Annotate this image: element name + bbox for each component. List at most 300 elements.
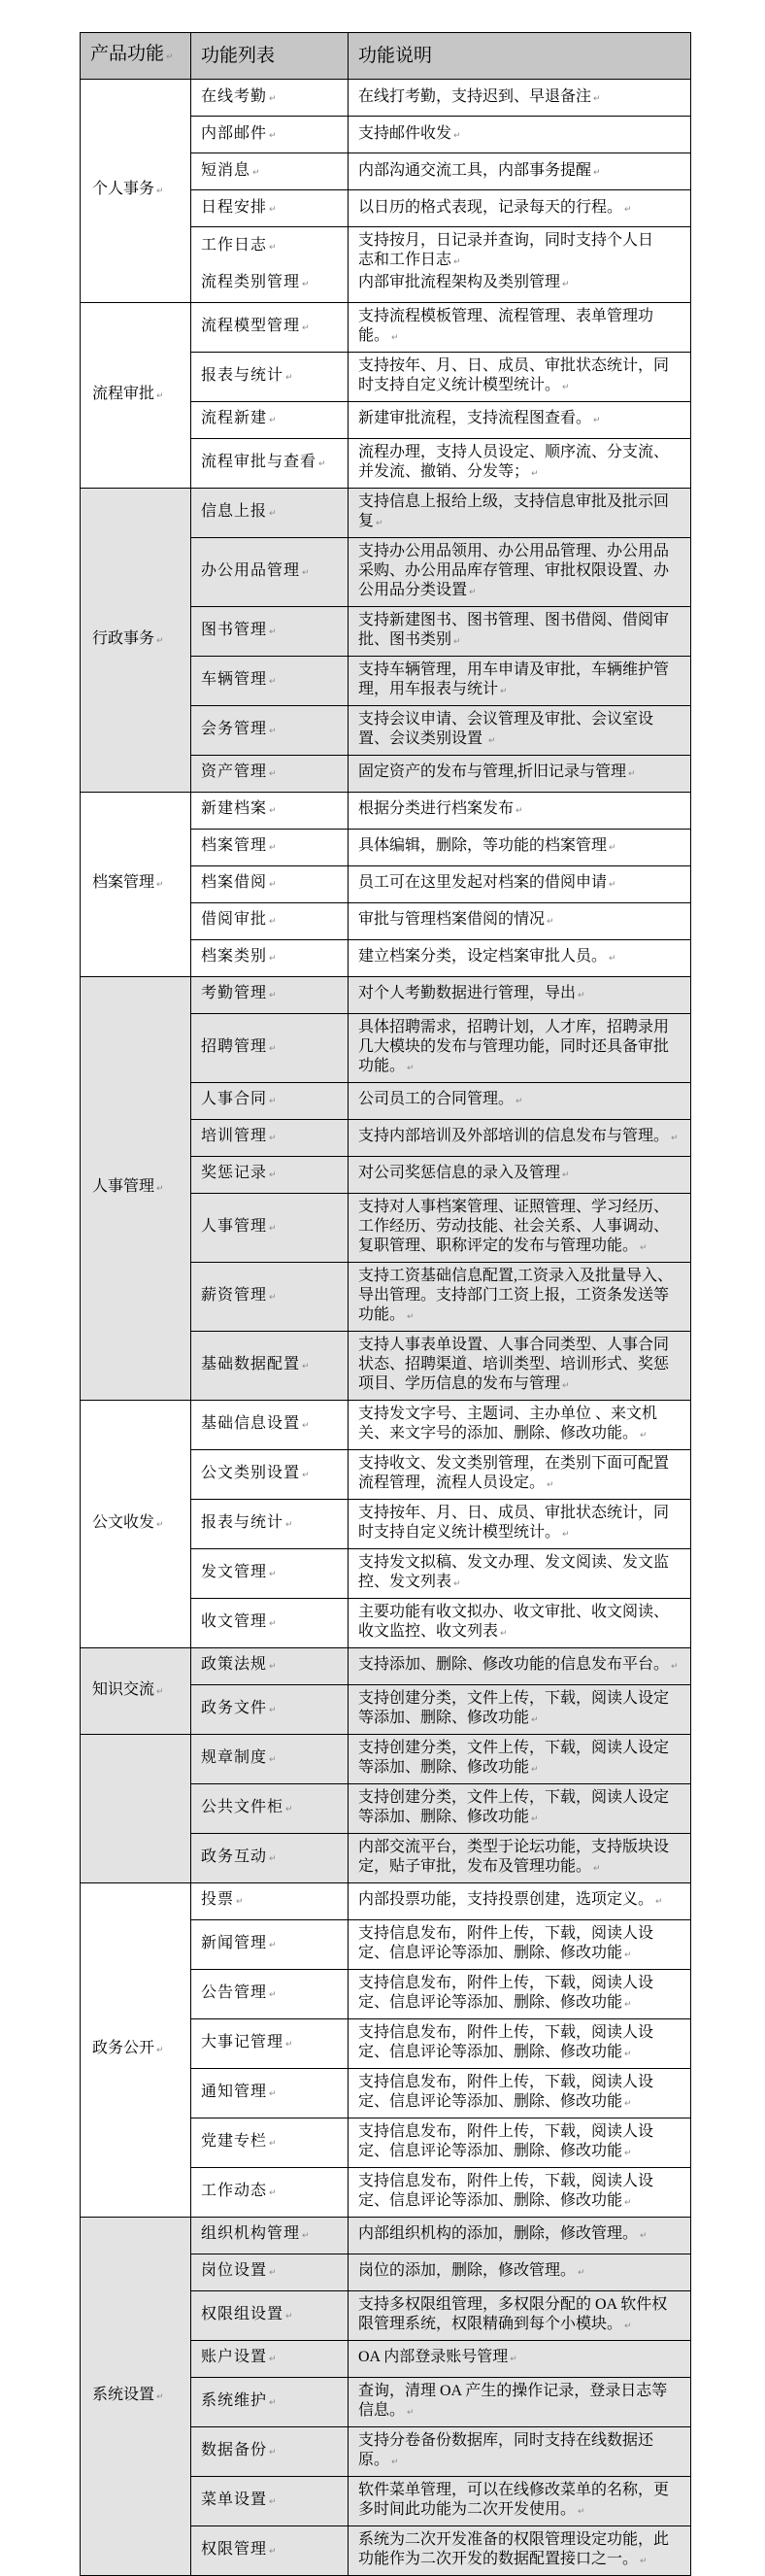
feature-desc-cell: [349, 865, 691, 902]
feature-name: 新闻管理: [201, 1934, 268, 1951]
section-label: 系统设置: [92, 2386, 155, 2403]
paragraph-mark: ↵: [285, 1804, 293, 1814]
feature-desc-cell: [349, 1013, 691, 1082]
feature-name-cell: [191, 2476, 349, 2525]
feature-name: 薪资管理: [201, 1286, 268, 1304]
feature-name: 组织机构管理: [201, 2225, 301, 2242]
paragraph-mark: ↵: [269, 508, 277, 519]
feature-name: 基础信息设置: [201, 1414, 301, 1432]
feature-desc: 支持信息发布，附件上传，下载，阅读人设定、信息评论等添加、删除、修改功能: [358, 1924, 654, 1961]
feature-name: 招聘管理: [201, 1037, 268, 1055]
feature-name-cell: [191, 792, 349, 829]
feature-name-cell: [191, 227, 349, 266]
feature-name-cell: [191, 1548, 349, 1598]
paragraph-mark: ↵: [516, 1097, 523, 1106]
paragraph-mark: ↵: [156, 2391, 164, 2402]
section-label-cell-knowledge-exchange: [81, 1647, 191, 1734]
feature-desc-cell: [349, 2118, 691, 2167]
paragraph-mark: ↵: [593, 93, 601, 104]
feature-name: 人事合同: [201, 1091, 268, 1107]
paragraph-mark: ↵: [671, 1134, 679, 1143]
feature-desc: 支持分卷备份数据库，同时支持在线数据还原。: [358, 2431, 654, 2468]
feature-desc-cell: [349, 265, 691, 302]
feature-name-cell: [191, 606, 349, 656]
paragraph-mark: ↵: [302, 279, 310, 289]
feature-desc-cell: [349, 1156, 691, 1193]
paragraph-mark: ↵: [269, 954, 277, 964]
feature-desc: 审批与管理档案借阅的情况: [358, 911, 546, 928]
feature-name: 规章制度: [201, 1748, 268, 1766]
feature-name-cell: [191, 1013, 349, 1082]
feature-name-cell: [191, 939, 349, 976]
feature-name-cell: [191, 976, 349, 1013]
section-personal-affairs: [81, 80, 691, 303]
paragraph-mark: ↵: [269, 1989, 277, 2000]
paragraph-mark: ↵: [156, 390, 164, 401]
feature-desc-cell: [349, 902, 691, 939]
paragraph-mark: ↵: [302, 1361, 310, 1372]
feature-name: 大事记管理: [201, 2033, 284, 2051]
feature-name: 档案管理: [201, 837, 268, 854]
paragraph-mark: ↵: [609, 954, 616, 964]
feature-desc-cell: [349, 227, 691, 266]
section-label-cell-system-settings: [81, 2217, 191, 2575]
feature-desc-cell: [349, 1833, 691, 1882]
feature-desc-cell: [349, 1193, 691, 1262]
paragraph-mark: ↵: [269, 1618, 277, 1629]
section-label: 知识交流: [92, 1680, 155, 1698]
feature-desc: 支持会议申请、会议管理及审批、会议室设置、会议类别设置: [358, 710, 654, 747]
paragraph-mark: ↵: [269, 843, 277, 853]
feature-name: 在线考勤: [201, 87, 268, 105]
paragraph-mark: ↵: [269, 204, 277, 215]
feature-name: 资产管理: [201, 763, 268, 780]
feature-name-cell: [191, 1598, 349, 1647]
feature-desc-cell: [349, 1647, 691, 1684]
paragraph-mark: ↵: [488, 735, 496, 746]
paragraph-mark: ↵: [578, 991, 585, 1000]
feature-name: 奖惩记录: [201, 1165, 268, 1181]
feature-desc: 支持信息发布，附件上传，下载，阅读人设定、信息评论等添加、删除、修改功能: [358, 2023, 654, 2060]
feature-name: 短消息: [201, 161, 251, 179]
feature-desc: 支持创建分类，文件上传，下载，阅读人设定等添加、删除、修改功能: [358, 1689, 670, 1726]
section-archive-management: [81, 792, 691, 976]
feature-desc-cell: [349, 976, 691, 1013]
feature-desc: 对公司奖惩信息的录入及管理: [358, 1165, 561, 1181]
feature-name: 政策法规: [201, 1656, 268, 1673]
table-row: [81, 80, 691, 117]
feature-desc: 支持信息发布，附件上传，下载，阅读人设定、信息评论等添加、删除、修改功能: [358, 2172, 654, 2209]
feature-desc: 支持工资基础信息配置,工资录入及批量导入、导出管理。支持部门工资上报，工资条发送等功能。: [358, 1267, 674, 1323]
feature-desc-cell: [349, 1783, 691, 1833]
table-row: [81, 1734, 691, 1783]
paragraph-mark: ↵: [269, 1754, 277, 1765]
paragraph-mark: ↵: [516, 806, 523, 816]
feature-desc: 支持邮件收发: [358, 124, 452, 142]
paragraph-mark: ↵: [269, 2268, 277, 2278]
feature-desc-cell: [349, 190, 691, 227]
feature-desc: 建立档案分类，设定档案审批人员。: [358, 948, 608, 965]
feature-desc-cell: [349, 2254, 691, 2290]
paragraph-mark: ↵: [624, 1949, 632, 1960]
feature-name-cell: [191, 656, 349, 705]
paragraph-mark: ↵: [252, 167, 260, 178]
section-unlabeled: [81, 1734, 691, 1882]
paragraph-mark: ↵: [562, 382, 570, 392]
feature-desc: 支持信息发布，附件上传，下载，阅读人设定、信息评论等添加、删除、修改功能: [358, 2073, 654, 2110]
feature-desc: 根据分类进行档案发布: [358, 800, 515, 817]
paragraph-mark: ↵: [156, 2046, 164, 2055]
feature-desc-cell: [349, 1262, 691, 1331]
paragraph-mark: ↵: [156, 880, 164, 890]
paragraph-mark: ↵: [624, 2098, 632, 2109]
paragraph-mark: ↵: [269, 1097, 277, 1106]
paragraph-mark: ↵: [269, 242, 277, 253]
feature-name: 办公用品管理: [201, 561, 301, 579]
paragraph-mark: ↵: [269, 880, 277, 890]
feature-desc-cell: [349, 2476, 691, 2525]
section-knowledge-exchange: [81, 1647, 691, 1734]
paragraph-mark: ↵: [269, 2088, 277, 2099]
feature-name-cell: [191, 1882, 349, 1919]
feature-desc-cell: [349, 488, 691, 537]
feature-name-cell: [191, 705, 349, 755]
table-row: [81, 792, 691, 829]
paragraph-mark: ↵: [624, 2049, 632, 2059]
feature-name-cell: [191, 2068, 349, 2118]
paragraph-mark: ↵: [269, 991, 277, 1000]
paragraph-mark: ↵: [269, 1705, 277, 1715]
paragraph-mark: ↵: [562, 1529, 570, 1540]
paragraph-mark: ↵: [269, 1853, 277, 1864]
feature-name-cell: [191, 1331, 349, 1400]
product-feature-table: [80, 32, 691, 2576]
feature-name-cell: [191, 829, 349, 865]
section-label-cell-administrative-affairs: [81, 488, 191, 792]
paragraph-mark: ↵: [531, 468, 539, 479]
paragraph-mark: ↵: [655, 1897, 663, 1907]
paragraph-mark: ↵: [453, 636, 461, 647]
paragraph-mark: ↵: [156, 635, 164, 646]
feature-desc: 支持信息上报给上级，支持信息审批及批示回复: [358, 492, 670, 529]
feature-name: 流程新建: [201, 410, 268, 426]
section-document-exchange: [81, 1400, 691, 1647]
paragraph-mark: ↵: [302, 1470, 310, 1480]
feature-name-cell: [191, 2254, 349, 2290]
feature-name: 通知管理: [201, 2083, 268, 2100]
feature-name: 信息上报: [201, 502, 268, 520]
paragraph-mark: ↵: [609, 880, 616, 890]
section-label-cell-personal-affairs: [81, 80, 191, 303]
feature-name-cell: [191, 265, 349, 302]
paragraph-mark: ↵: [302, 1420, 310, 1431]
paragraph-mark: ↵: [269, 130, 277, 141]
feature-name: 工作日志: [201, 236, 268, 254]
feature-desc: 内部投票功能，支持投票创建，选项定义。: [358, 1891, 654, 1908]
feature-desc-cell: [349, 352, 691, 401]
feature-name: 内部邮件: [201, 124, 268, 142]
feature-desc: 内部沟通交流工具，内部事务提醒: [358, 161, 592, 179]
feature-name: 公文类别设置: [201, 1464, 301, 1481]
paragraph-mark: ↵: [593, 1863, 601, 1874]
paragraph-mark: ↵: [269, 917, 277, 927]
feature-desc: OA 内部登录账号管理: [358, 2349, 509, 2365]
feature-name: 数据备份: [201, 2441, 268, 2458]
feature-desc-cell: [349, 1734, 691, 1783]
feature-name-cell: [191, 1449, 349, 1499]
paragraph-mark: ↵: [624, 2197, 632, 2208]
paragraph-mark: ↵: [269, 2496, 277, 2507]
feature-desc: 内部交流平台，类型于论坛功能，支持版块设定，贴子审批，发布及管理功能。: [358, 1838, 670, 1875]
feature-name-cell: [191, 2018, 349, 2068]
feature-name-cell: [191, 1647, 349, 1684]
feature-desc: 以日历的格式表现，记录每天的行程。: [358, 198, 623, 216]
paragraph-mark: ↵: [302, 322, 310, 333]
paragraph-mark: ↵: [671, 1662, 679, 1672]
feature-name-cell: [191, 2290, 349, 2340]
feature-name-cell: [191, 488, 349, 537]
paragraph-mark: ↵: [269, 726, 277, 736]
paragraph-mark: ↵: [593, 167, 601, 178]
paragraph-mark: ↵: [510, 2355, 517, 2364]
header-label: 功能列表: [201, 45, 276, 66]
feature-name-cell: [191, 755, 349, 792]
paragraph-mark: ↵: [578, 2268, 585, 2278]
paragraph-mark: ↵: [531, 1714, 539, 1725]
feature-name-cell: [191, 1734, 349, 1783]
feature-name: 培训管理: [201, 1128, 268, 1144]
feature-name-cell: [191, 1919, 349, 1969]
paragraph-mark: ↵: [269, 2546, 277, 2557]
feature-desc-cell: [349, 1969, 691, 2018]
feature-desc: 支持按月，日记录并查询，同时支持个人日: [358, 232, 654, 249]
feature-desc: 支持发文字号、主题词、主办单位 、来文机关、来文字号的添加、删除、修改功能。: [358, 1405, 658, 1441]
table-row: [81, 488, 691, 537]
feature-desc: 支持信息发布，附件上传，下载，阅读人设定、信息评论等添加、删除、修改功能: [358, 1974, 654, 2011]
paragraph-mark: ↵: [269, 769, 277, 779]
feature-name-cell: [191, 865, 349, 902]
feature-desc-cell: [349, 401, 691, 438]
paragraph-mark: ↵: [453, 130, 461, 141]
paragraph-mark: ↵: [269, 2138, 277, 2149]
section-hr-management: [81, 976, 691, 1400]
feature-desc: 支持添加、删除、修改功能的信息发布平台。: [358, 1656, 670, 1673]
paragraph-mark: ↵: [269, 2447, 277, 2457]
paragraph-mark: ↵: [531, 1813, 539, 1824]
paragraph-mark: ↵: [407, 2407, 415, 2418]
feature-desc: 支持车辆管理，用车申请及审批，车辆维护管理，用车报表与统计: [358, 661, 670, 697]
feature-desc: 支持流程模板管理、流程管理、表单管理功能。: [358, 307, 654, 344]
feature-name: 收文管理: [201, 1612, 268, 1630]
feature-desc-cell: [349, 1449, 691, 1499]
feature-desc: 公司员工的合同管理。: [358, 1091, 515, 1107]
section-label: 人事管理: [92, 1178, 155, 1195]
feature-desc: 支持人事表单设置、人事合同类型、人事合同状态、招聘渠道、培训类型、培训形式、奖惩项目、学历信息的发布与管理: [358, 1336, 670, 1392]
paragraph-mark: ↵: [318, 458, 326, 469]
feature-name-cell: [191, 1969, 349, 2018]
feature-desc-cell: [349, 705, 691, 755]
feature-desc: 支持发文拟稿、发文办理、发文阅读、发文监控、发文列表: [358, 1553, 670, 1590]
feature-desc-cell: [349, 829, 691, 865]
paragraph-mark: ↵: [453, 257, 461, 267]
paragraph-mark: ↵: [500, 1628, 508, 1639]
paragraph-mark: ↵: [624, 2148, 632, 2158]
feature-desc-cell: [349, 438, 691, 488]
paragraph-mark: ↵: [376, 518, 383, 528]
feature-name: 菜单设置: [201, 2491, 268, 2508]
feature-desc: 支持新建图书、图书管理、图书借阅、借阅审批、图书类别: [358, 611, 670, 648]
table-header: [81, 33, 691, 80]
feature-desc: 支持创建分类，文件上传，下载，阅读人设定等添加、删除、修改功能: [358, 1739, 670, 1776]
feature-desc-cell: [349, 1119, 691, 1156]
paragraph-mark: ↵: [469, 587, 477, 597]
feature-desc-cell: [349, 1548, 691, 1598]
paragraph-mark: ↵: [407, 1063, 415, 1073]
paragraph-mark: ↵: [269, 627, 277, 637]
feature-name: 党建专栏: [201, 2132, 268, 2150]
feature-name: 政务互动: [201, 1847, 268, 1865]
paragraph-mark: ↵: [547, 1479, 554, 1490]
feature-name: 报表与统计: [201, 366, 284, 384]
table-row: [81, 2217, 691, 2254]
feature-desc: 支持办公用品领用、办公用品管理、办公用品采购、办公用品库存管理、审批权限设置、办公用品分类设置: [358, 542, 670, 598]
feature-name-cell: [191, 352, 349, 401]
feature-desc-cell: [349, 2217, 691, 2254]
feature-desc: 支持创建分类，文件上传，下载，阅读人设定等添加、删除、修改功能: [358, 1788, 670, 1825]
section-gov-disclosure: [81, 1882, 691, 2217]
header-label: 产品功能: [90, 44, 165, 64]
section-administrative-affairs: [81, 488, 691, 792]
feature-name-cell: [191, 438, 349, 488]
table-row: [81, 302, 691, 352]
paragraph-mark: ↵: [269, 2187, 277, 2198]
paragraph-mark: ↵: [269, 806, 277, 816]
feature-name: 账户设置: [201, 2349, 268, 2365]
paragraph-mark: ↵: [285, 1519, 293, 1530]
feature-name-cell: [191, 1193, 349, 1262]
feature-name-cell: [191, 1684, 349, 1734]
paragraph-mark: ↵: [531, 1764, 539, 1775]
feature-name-cell: [191, 190, 349, 227]
feature-name-cell: [191, 2118, 349, 2167]
feature-desc-cell: [349, 1919, 691, 1969]
feature-desc-cell: [349, 939, 691, 976]
paragraph-mark: ↵: [156, 1686, 164, 1697]
paragraph-mark: ↵: [269, 1134, 277, 1143]
feature-name: 基础数据配置: [201, 1355, 301, 1373]
feature-name: 报表与统计: [201, 1513, 284, 1531]
paragraph-mark: ↵: [640, 2556, 648, 2566]
feature-name: 车辆管理: [201, 670, 268, 688]
feature-name-cell: [191, 401, 349, 438]
paragraph-mark: ↵: [562, 279, 570, 289]
section-label: 流程审批: [92, 385, 155, 402]
feature-name: 人事管理: [201, 1217, 268, 1235]
table-row: [81, 976, 691, 1013]
feature-desc: 主要功能有收文拟办、收文审批、收文阅读、收文监控、收文列表: [358, 1603, 670, 1640]
paragraph-mark: ↵: [640, 2231, 648, 2241]
feature-desc-cell: [349, 2068, 691, 2118]
paragraph-mark: ↵: [547, 917, 554, 927]
header-label: 功能说明: [358, 45, 433, 66]
header-cell-product-function: [81, 33, 191, 80]
feature-desc-cell: [349, 656, 691, 705]
paragraph-mark: ↵: [269, 93, 277, 104]
feature-desc-cell: [349, 537, 691, 606]
feature-desc-cell: [349, 153, 691, 190]
paragraph-mark: ↵: [236, 1897, 244, 1907]
feature-desc: 支持按年、月、日、成员、审批状态统计，同时支持自定义统计模型统计。: [358, 1504, 670, 1541]
section-system-settings: [81, 2217, 691, 2575]
feature-desc: 内部组织机构的添加，删除，修改管理。: [358, 2225, 639, 2242]
paragraph-mark: ↵: [624, 2321, 632, 2331]
paragraph-mark: ↵: [640, 1430, 648, 1441]
feature-name: 公共文件柜: [201, 1798, 284, 1815]
feature-name: 新建档案: [201, 800, 268, 817]
paragraph-mark: ↵: [407, 1311, 415, 1322]
feature-desc: 员工可在这里发起对档案的借阅申请: [358, 874, 608, 891]
paragraph-mark: ↵: [156, 1519, 164, 1530]
feature-name: 流程模型管理: [201, 317, 301, 334]
feature-name-cell: [191, 2217, 349, 2254]
section-label: 公文收发: [92, 1513, 155, 1531]
table-row: [81, 1882, 691, 1919]
paragraph-mark: ↵: [166, 52, 174, 62]
paragraph-mark: ↵: [269, 2397, 277, 2408]
feature-name: 流程审批与查看: [201, 453, 317, 470]
feature-name-cell: [191, 2167, 349, 2217]
feature-name: 会务管理: [201, 720, 268, 737]
feature-desc: 系统为二次开发准备的权限管理设定功能，此功能作为二次开发的数据配置接口之一。: [358, 2530, 670, 2567]
feature-desc: 内部审批流程架构及类别管理: [358, 273, 561, 290]
feature-name-cell: [191, 1833, 349, 1882]
feature-name: 流程类别管理: [201, 273, 301, 290]
feature-name-cell: [191, 80, 349, 117]
paragraph-mark: ↵: [624, 1999, 632, 2010]
paragraph-mark: ↵: [609, 843, 616, 853]
feature-desc: 软件菜单管理，可以在线修改菜单的名称，更多时间此功能为二次开发使用。: [358, 2481, 670, 2518]
paragraph-mark: ↵: [269, 1170, 277, 1180]
feature-name: 档案借阅: [201, 874, 268, 891]
section-label-cell-document-exchange: [81, 1400, 191, 1647]
feature-name: 图书管理: [201, 621, 268, 638]
feature-name: 档案类别: [201, 948, 268, 965]
feature-desc-cell: [349, 606, 691, 656]
feature-desc-cell: [349, 1598, 691, 1647]
feature-desc-cell: [349, 2377, 691, 2426]
paragraph-mark: ↵: [269, 1043, 277, 1054]
feature-name: 公告管理: [201, 1983, 268, 2001]
paragraph-mark: ↵: [269, 416, 277, 425]
feature-name: 岗位设置: [201, 2262, 268, 2279]
section-process-approval: [81, 302, 691, 488]
feature-desc: 支持按年、月、日、成员、审批状态统计，同时支持自定义统计模型统计。: [358, 356, 670, 393]
paragraph-mark: ↵: [500, 686, 508, 696]
feature-name-cell: [191, 1499, 349, 1548]
paragraph-mark: ↵: [391, 2457, 399, 2467]
section-label-cell-archive-management: [81, 792, 191, 976]
table-row: [81, 1400, 691, 1449]
feature-name-cell: [191, 1783, 349, 1833]
feature-name: 系统维护: [201, 2391, 268, 2409]
feature-name: 发文管理: [201, 1563, 268, 1580]
table-row: [81, 1647, 691, 1684]
feature-name-cell: [191, 1119, 349, 1156]
feature-desc: 支持收文、发文类别管理，在类别下面可配置流程管理，流程人员设定。: [358, 1454, 670, 1491]
feature-name-cell: [191, 153, 349, 190]
paragraph-mark: ↵: [156, 1184, 164, 1194]
section-label-cell-empty: [81, 1734, 191, 1882]
